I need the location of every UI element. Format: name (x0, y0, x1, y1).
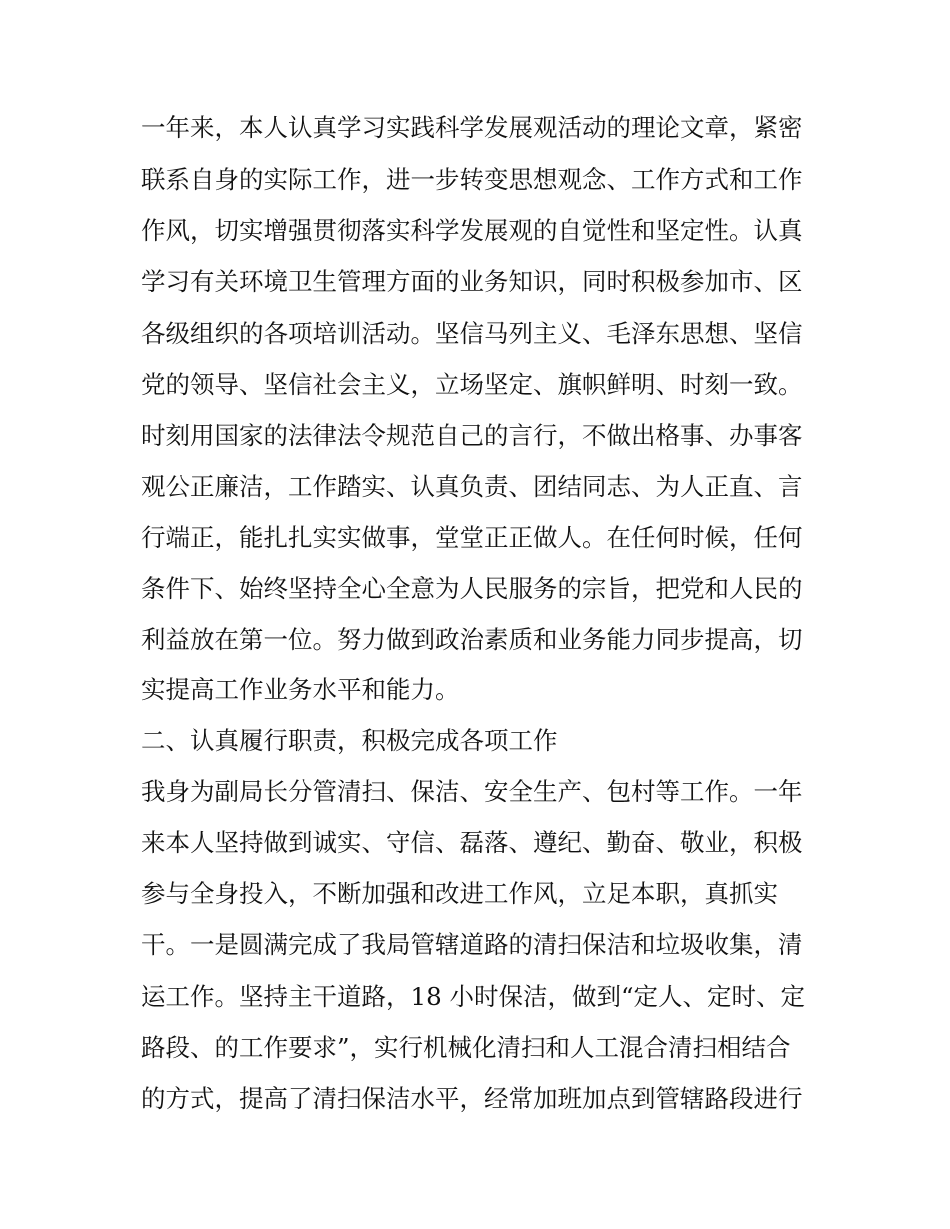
paragraph-2-line-6: 路段、的工作要求”，实行机械化清扫和人工混合清扫相结合 (141, 1033, 791, 1062)
paragraph-2-line-1: 我身为副局长分管清扫、保洁、安全生产、包村等工作。一年 (141, 777, 803, 806)
paragraph-1-line-4: 学习有关环境卫生管理方面的业务知识，同时积极参加市、区 (141, 267, 803, 296)
paragraph-1-line-7: 时刻用国家的法律法令规范自己的言行，不做出格事、办事客 (141, 421, 803, 450)
paragraph-2-line-7: 的方式，提高了清扫保洁水平，经常加班加点到管辖路段进行 (141, 1084, 803, 1113)
paragraph-2-line-3: 参与全身投入，不断加强和改进工作风，立足本职，真抓实 (141, 879, 778, 908)
paragraph-2-line-4: 干。一是圆满完成了我局管辖道路的清扫保洁和垃圾收集，清 (141, 930, 803, 959)
paragraph-2-line-2: 来本人坚持做到诚实、守信、磊落、遵纪、勤奋、敬业，积极 (141, 828, 803, 857)
paragraph-1-line-2: 联系自身的实际工作，进一步转变思想观念、工作方式和工作 (141, 165, 803, 194)
paragraph-2-line-5: 运工作。坚持主干道路，18 小时保洁，做到“定人、定时、定 (141, 982, 805, 1011)
paragraph-1-line-10: 条件下、始终坚持全心全意为人民服务的宗旨，把党和人民的 (141, 574, 803, 603)
paragraph-1-line-9: 行端正，能扎扎实实做事，堂堂正正做人。在任何时候，任何 (141, 523, 803, 552)
paragraph-1-line-6: 党的领导、坚信社会主义，立场坚定、旗帜鲜明、时刻一致。 (141, 370, 803, 399)
paragraph-1-line-12: 实提高工作业务水平和能力。 (141, 675, 460, 704)
paragraph-1-line-3: 作风，切实增强贯彻落实科学发展观的自觉性和坚定性。认真 (141, 216, 803, 245)
paragraph-1-line-5: 各级组织的各项培训活动。坚信马列主义、毛泽东思想、坚信 (141, 319, 803, 348)
paragraph-1-line-1: 一年来，本人认真学习实践科学发展观活动的理论文章，紧密 (141, 113, 803, 142)
paragraph-1-line-8: 观公正廉洁，工作踏实、认真负责、团结同志、为人正直、言 (141, 472, 803, 501)
section-heading-2: 二、认真履行职责，积极完成各项工作 (141, 726, 558, 755)
paragraph-1-line-11: 利益放在第一位。努力做到政治素质和业务能力同步提高，切 (141, 625, 803, 654)
